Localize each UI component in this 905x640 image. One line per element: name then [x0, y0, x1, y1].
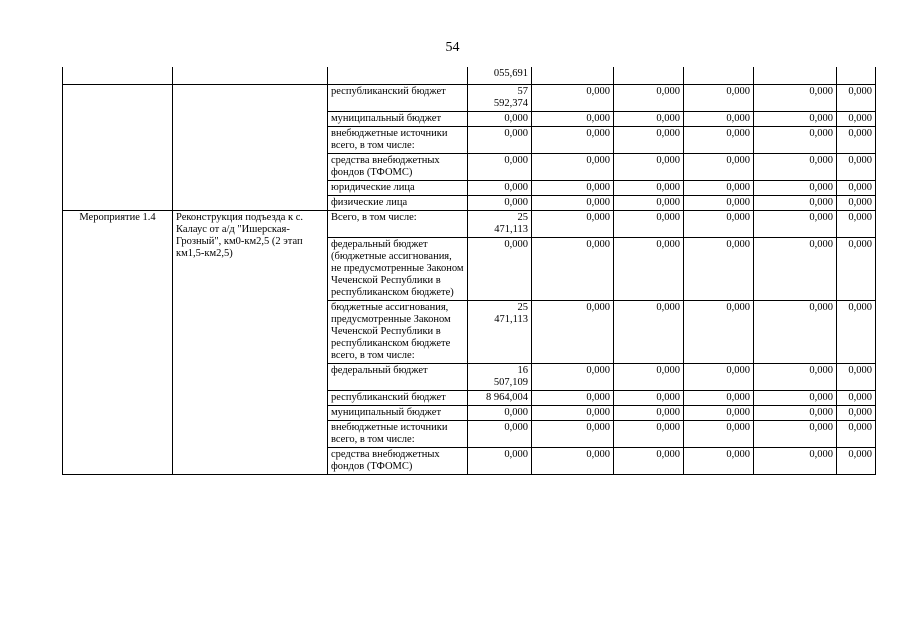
- value-cell: 0,000: [837, 126, 876, 153]
- value-cell: 0,000: [614, 210, 684, 237]
- value-cell: 0,000: [468, 195, 532, 210]
- value-cell: 0,000: [684, 180, 754, 195]
- value-cell: 0,000: [532, 237, 614, 300]
- source-cell: средства внебюджетных фондов (ТФОМС): [328, 153, 468, 180]
- source-cell: внебюджетные источники всего, в том числе:: [328, 420, 468, 447]
- value-cell: 0,000: [614, 111, 684, 126]
- value-cell: 0,000: [754, 210, 837, 237]
- value-cell: 0,000: [684, 195, 754, 210]
- source-cell: республиканский бюджет: [328, 84, 468, 111]
- source-cell: федеральный бюджет (бюджетные ассигнования, не предусмотренные Законом Чеченской Республики в республиканском бюджете): [328, 237, 468, 300]
- value-cell: 0,000: [837, 180, 876, 195]
- value-cell: 0,000: [684, 210, 754, 237]
- value-cell: 0,000: [614, 126, 684, 153]
- value-cell: 57 592,374: [468, 84, 532, 111]
- value-cell: 0,000: [837, 111, 876, 126]
- value-cell: 0,000: [684, 153, 754, 180]
- value-cell: 0,000: [532, 195, 614, 210]
- value-cell: 0,000: [837, 420, 876, 447]
- measure-name-cell: [173, 67, 328, 84]
- value-cell: [614, 67, 684, 84]
- source-cell: юридические лица: [328, 180, 468, 195]
- value-cell: 0,000: [684, 237, 754, 300]
- value-cell: 0,000: [614, 447, 684, 474]
- page-number: 54: [445, 40, 460, 55]
- value-cell: 0,000: [754, 390, 837, 405]
- value-cell: 0,000: [837, 210, 876, 237]
- value-cell: 0,000: [532, 84, 614, 111]
- value-cell: 0,000: [468, 405, 532, 420]
- value-cell: 0,000: [614, 180, 684, 195]
- value-cell: 0,000: [468, 420, 532, 447]
- value-cell: 16 507,109: [468, 363, 532, 390]
- table-row: [63, 84, 876, 111]
- value-cell: 0,000: [532, 111, 614, 126]
- value-cell: 0,000: [532, 420, 614, 447]
- value-cell: 0,000: [684, 363, 754, 390]
- value-cell: 0,000: [532, 390, 614, 405]
- source-cell: [328, 67, 468, 84]
- value-cell: 0,000: [754, 405, 837, 420]
- measure-code-cell: [63, 67, 173, 84]
- source-cell: бюджетные ассигнования, предусмотренные Законом Чеченской Республики в республиканском бюджете всего, в том числе:: [328, 300, 468, 363]
- value-cell: 0,000: [754, 447, 837, 474]
- value-cell: 0,000: [754, 363, 837, 390]
- value-cell: 0,000: [754, 237, 837, 300]
- value-cell: 0,000: [532, 210, 614, 237]
- value-cell: 0,000: [837, 237, 876, 300]
- value-cell: 0,000: [754, 126, 837, 153]
- value-cell: 25 471,113: [468, 300, 532, 363]
- source-cell: внебюджетные источники всего, в том числе:: [328, 126, 468, 153]
- value-cell: 0,000: [754, 111, 837, 126]
- value-cell: 25 471,113: [468, 210, 532, 237]
- value-cell: 0,000: [684, 300, 754, 363]
- value-cell: 0,000: [532, 300, 614, 363]
- value-cell: 0,000: [684, 447, 754, 474]
- table-row: [63, 210, 876, 237]
- value-cell: 0,000: [684, 405, 754, 420]
- value-cell: 0,000: [468, 237, 532, 300]
- value-cell: 0,000: [684, 126, 754, 153]
- value-cell: 0,000: [837, 153, 876, 180]
- value-cell: 0,000: [837, 447, 876, 474]
- value-cell: 0,000: [837, 195, 876, 210]
- value-cell: 0,000: [468, 447, 532, 474]
- value-cell: [754, 67, 837, 84]
- value-cell: 0,000: [684, 390, 754, 405]
- value-cell: 0,000: [754, 153, 837, 180]
- source-cell: федеральный бюджет: [328, 363, 468, 390]
- value-cell: 0,000: [754, 180, 837, 195]
- value-cell: [837, 67, 876, 84]
- value-cell: 0,000: [754, 300, 837, 363]
- funding-table: [62, 67, 876, 475]
- measure-code-cell: [63, 84, 173, 210]
- value-cell: 0,000: [754, 84, 837, 111]
- value-cell: 0,000: [614, 390, 684, 405]
- value-cell: 0,000: [614, 420, 684, 447]
- value-cell: 055,691: [468, 67, 532, 84]
- value-cell: [684, 67, 754, 84]
- value-cell: 0,000: [837, 84, 876, 111]
- value-cell: 0,000: [468, 153, 532, 180]
- value-cell: 0,000: [684, 420, 754, 447]
- source-cell: средства внебюджетных фондов (ТФОМС): [328, 447, 468, 474]
- measure-name-cell: Реконструкция подъезда к с. Калаус от а/д "Ишерская-Грозный", км0-км2,5 (2 этап км1,5-км2,5): [173, 210, 328, 474]
- source-cell: муниципальный бюджет: [328, 405, 468, 420]
- value-cell: 0,000: [837, 300, 876, 363]
- measure-name-cell: [173, 84, 328, 210]
- source-cell: физические лица: [328, 195, 468, 210]
- value-cell: 0,000: [614, 300, 684, 363]
- source-cell: муниципальный бюджет: [328, 111, 468, 126]
- source-cell: Всего, в том числе:: [328, 210, 468, 237]
- value-cell: 0,000: [468, 111, 532, 126]
- value-cell: 0,000: [837, 363, 876, 390]
- value-cell: 0,000: [532, 363, 614, 390]
- source-cell: республиканский бюджет: [328, 390, 468, 405]
- value-cell: 0,000: [614, 363, 684, 390]
- value-cell: 0,000: [837, 405, 876, 420]
- value-cell: 0,000: [684, 111, 754, 126]
- value-cell: 0,000: [532, 447, 614, 474]
- value-cell: 8 964,004: [468, 390, 532, 405]
- table-row: [63, 67, 876, 84]
- value-cell: [532, 67, 614, 84]
- value-cell: 0,000: [532, 126, 614, 153]
- value-cell: 0,000: [614, 237, 684, 300]
- value-cell: 0,000: [754, 420, 837, 447]
- value-cell: 0,000: [684, 84, 754, 111]
- value-cell: 0,000: [532, 153, 614, 180]
- value-cell: 0,000: [614, 405, 684, 420]
- table-body: [63, 67, 876, 474]
- value-cell: 0,000: [614, 195, 684, 210]
- value-cell: 0,000: [754, 195, 837, 210]
- value-cell: 0,000: [532, 405, 614, 420]
- value-cell: 0,000: [614, 84, 684, 111]
- value-cell: 0,000: [837, 390, 876, 405]
- measure-code-cell: Мероприятие 1.4: [63, 210, 173, 474]
- value-cell: 0,000: [468, 126, 532, 153]
- value-cell: 0,000: [532, 180, 614, 195]
- value-cell: 0,000: [614, 153, 684, 180]
- value-cell: 0,000: [468, 180, 532, 195]
